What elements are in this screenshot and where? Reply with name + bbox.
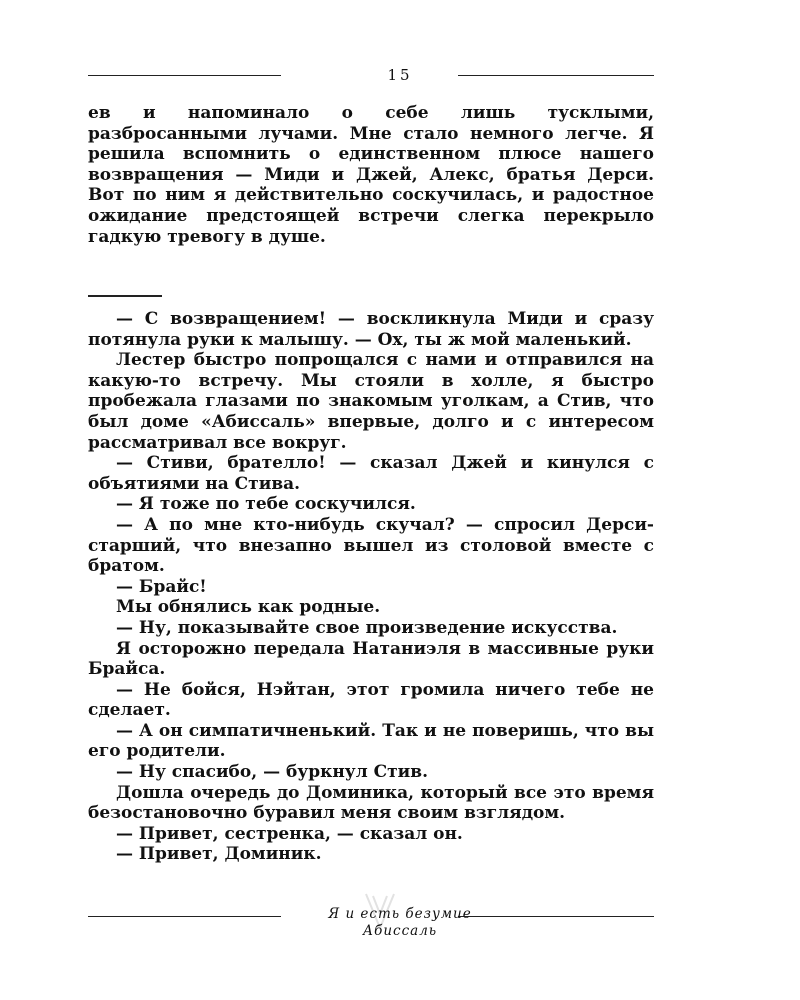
- paragraph: — А он симпатичненький. Так и не поверишь, что вы его родители.: [88, 720, 654, 762]
- paragraph: — Ну, показывайте свое произведение искусства.: [116, 617, 618, 638]
- paragraph: — Ну спасибо, — буркнул Стив.: [116, 762, 429, 783]
- paragraph: — Привет, Доминик.: [116, 844, 322, 865]
- paragraph: — А по мне кто-нибудь скучал? — спросил Дерси-старший, что внезапно вышел из столовой вместе с братом.: [88, 514, 654, 577]
- paragraph: Я осторожно передала Натаниэля в массивные руки Брайса.: [88, 638, 654, 680]
- paragraph: — Не бойся, Нэйтан, этот громила ничего тебе не сделает.: [88, 679, 654, 721]
- paragraph: — Привет, сестренка, — сказал он.: [116, 823, 463, 844]
- intro-text: [88, 103, 654, 247]
- paragraph: Дошла очередь до Доминика, который все это время безостановочно буравил меня своим взглядом.: [88, 782, 654, 824]
- footer-series-title: Я и есть безумие: [328, 906, 472, 922]
- paragraph: — Стиви, брателло! — сказал Джей и кинулся с объятиями на Стива.: [88, 453, 654, 494]
- body-text: [88, 309, 654, 865]
- footer-book-title: Абиссаль: [362, 923, 438, 939]
- intro-paragraph: ев и напоминало о себе лишь тусклыми, разбросанными лучами. Мне стало немного легче. Я решила вспомнить о единственном плюсе нашего возвращения — Миди и Джей, Алекс, братья Дерси. Вот по ним я действительно соскучилась, и радостное ожидание предстоящей встречи слегка перекрыло гадкую тревогу в душе.: [88, 103, 654, 247]
- paragraph: — С возвращением! — воскликнула Миди и сразу потянула руки к малышу. — Ох, ты ж мой маленький.: [88, 309, 654, 350]
- page-number: 15: [387, 66, 413, 84]
- paragraph: Лестер быстро попрощался с нами и отправился на какую-то встречу. Мы стояли в холле, я быстро пробежала глазами по знакомым уголкам, а Стив, что был доме «Абиссаль» впервые, долго и с интересом рассматривал все вокруг.: [88, 350, 654, 453]
- section-divider: [88, 295, 162, 297]
- paragraph: Мы обнялись как родные.: [116, 597, 381, 618]
- paragraph: — Я тоже по тебе соскучился.: [116, 494, 416, 515]
- paragraph: — Брайс!: [116, 576, 207, 597]
- footer-title: [0, 906, 800, 940]
- header-rule-right: [458, 75, 654, 76]
